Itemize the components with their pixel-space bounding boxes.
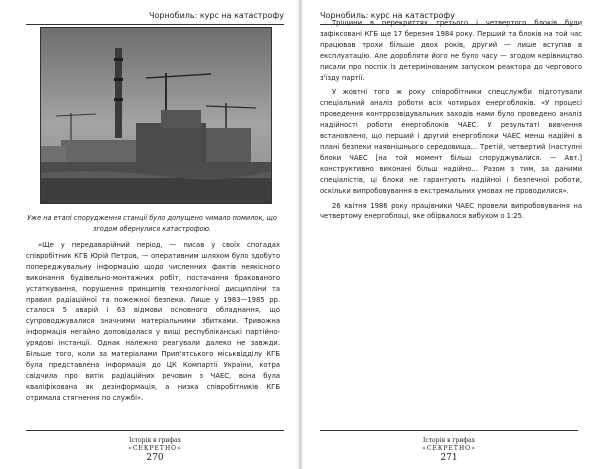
paragraph: Тріщини в перекриттях третього і четвертого блоків були зафіксовані КГБ ще 17 березня 1984 року. Перший та блоків на той час працював трохи більше двох років, другий — лише вступав в експлуатацію. Але доробляти його не було часу — згодом керівництво писали про поспіх із детермінованим запуском реактора до чергового з'їзду партії.: [320, 19, 582, 82]
left-body-text: [26, 240, 280, 404]
page-number: 271: [440, 453, 458, 463]
running-head: Чорнобиль: курс на катастрофу: [320, 10, 578, 25]
page-footer: [26, 430, 284, 464]
series-title: Історія в грифах: [128, 437, 182, 444]
photo-illustration: [41, 28, 271, 203]
chernobyl-construction-photo: [40, 27, 272, 204]
page-footer: [320, 430, 578, 464]
paragraph: «Ще у передаварійний період, — писав у своїх спогадах співробітник КГБ Юрій Петров, — оперативним шляхом було здобуто попереджувальну інформацію щодо численних фактів неякісного виконання будівельно-монтажних робіт, постачання бракованого устаткування, порушення принципів технологічної дисципліни та правил радіаційної та пожежної безпеки. Лише у 1983—1985 рр. сталося 5 аварій і 63 відмови основного обладнання, що супроводжувалися значними матеріальними збитками. Тривожна інформація негайно доповідалася у вищі республіканські партійно-урядові інстанції. Однак належно реагували далеко не завжди. Більше того, коли за матеріалами Прип'ятського міськвідділу КГБ була представлена інформація до ЦК Компартії України, котра свідчила про витік радіаційних речовин з ЧАЕС, вона була кваліфікована як дезінформація, а низка співробітників КГБ отримала стягнення по службі».: [26, 241, 280, 402]
paragraph: 26 квітня 1986 року працівники ЧАЕС провели випробовування на четвертому енергоблоці, яке обірвалося вибухом о 1:25.: [320, 201, 582, 221]
series-name: «СЕКРЕТНО»: [128, 445, 182, 452]
series-name: «СЕКРЕТНО»: [422, 445, 476, 452]
page-number: 270: [146, 453, 164, 463]
running-head: Чорнобиль: курс на катастрофу: [26, 10, 284, 25]
right-page: [300, 0, 600, 469]
right-body-text: [320, 18, 582, 222]
photo-caption: Уже на етапі спорудження станції було допущено чимало помилок, що згодом обернулися катастрофою.: [27, 214, 277, 233]
paragraph: У жовтні того ж року співробітники спецслужби підготували спеціальний аналіз роботи всіх чотирьох енергоблоків. «У процесі проведення контррозвідувальних заходів нами було проведено аналіз надійності роботи енергоблоків ЧАЕС. У результаті вивчення встановлено, що перший і другий енергоблоки ЧАЕС менш надійні в плані безпеки наявнішнього середовища... Третій, четвертий (наступні блоки ЧАЕС [на той момент більш споруджувалися. — Авт.] конструктивно виконані більш надійно... Разом з тим, за даними спеціалістів, ці блоки не гарантують надійної і безпечної роботи, оскільки випробовування в екстремальних умовах не проводилися».: [320, 88, 582, 195]
series-title: Історія в грифах: [422, 437, 476, 444]
